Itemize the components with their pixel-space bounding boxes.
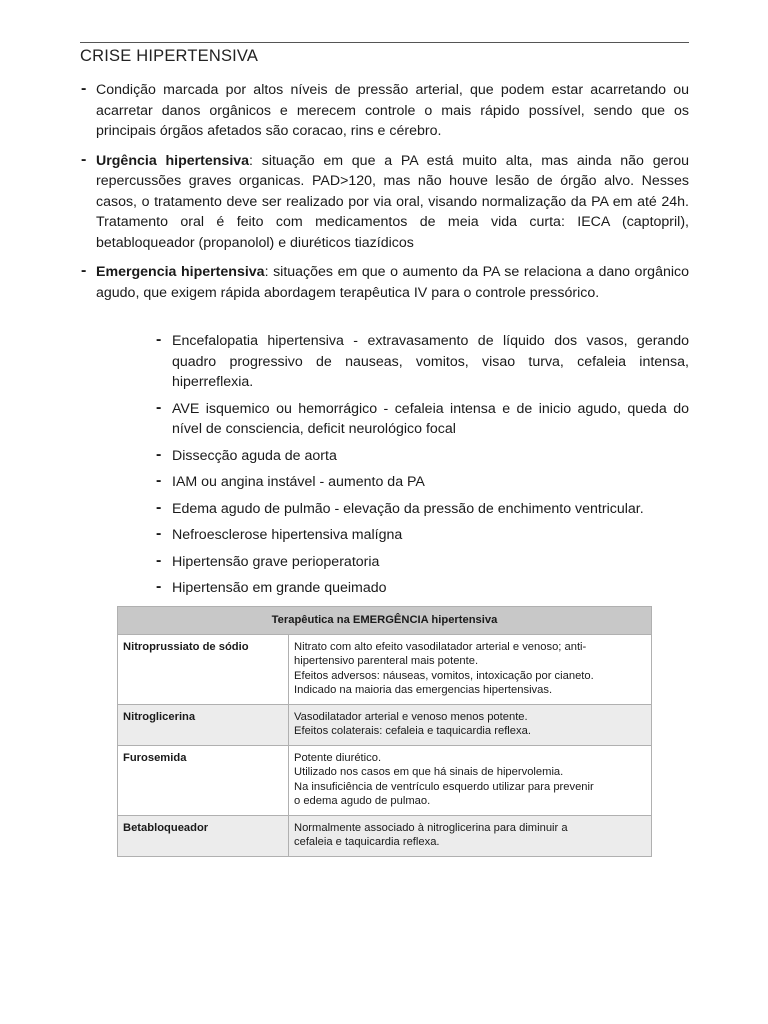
- dash-marker: -: [156, 525, 162, 542]
- page-title: CRISE HIPERTENSIVA: [80, 47, 259, 65]
- drug-name: Nitroprussiato de sódio: [118, 634, 289, 704]
- description-line: Nitrato com alto efeito vasodilatador arterial e venoso; anti-: [294, 640, 587, 653]
- table-row: [118, 745, 652, 815]
- description-line: Efeitos colaterais: cefaleia e taquicardia reflexa.: [294, 725, 531, 737]
- bullet-text: : situações em que o aumento da PA se relaciona a dano orgânico agudo, que exigem rápida abordagem terapêutica IV para o controle pressórico.: [96, 264, 689, 301]
- table-row: [118, 815, 652, 856]
- bullet-urgencia: [80, 151, 689, 254]
- description-line: Potente diurético.: [294, 751, 382, 764]
- bullet-condicao: [80, 80, 689, 142]
- description-line: o edema agudo de pulmao.: [294, 795, 431, 807]
- dash-marker: -: [156, 398, 162, 416]
- dash-marker: -: [156, 331, 162, 348]
- list-item: [156, 578, 689, 599]
- description-line: hipertensivo parenteral mais potente.: [294, 655, 479, 667]
- dash-marker: -: [156, 498, 162, 516]
- list-item-text: Hipertensão grave perioperatoria: [172, 553, 380, 570]
- drug-description: [289, 704, 652, 745]
- description-line: Na insuficiência de ventrículo esquerdo utilizar para prevenir: [294, 780, 594, 793]
- list-item: [156, 331, 689, 393]
- description-line: Indicado na maioria das emergencias hipertensivas.: [294, 684, 553, 696]
- table-row: [118, 634, 652, 704]
- bullet-term: Urgência hipertensiva: [96, 152, 250, 169]
- main-bullet-list: [80, 80, 689, 312]
- description-line: cefaleia e taquicardia reflexa.: [294, 836, 440, 848]
- dash-marker: -: [156, 472, 162, 489]
- list-item: [156, 525, 689, 546]
- drug-description: [289, 745, 652, 815]
- bullet-term: Emergencia hipertensiva: [96, 264, 265, 280]
- bullet-emergencia: [80, 262, 689, 303]
- drug-description: [289, 634, 652, 704]
- list-item: [156, 499, 689, 520]
- therapy-table: [117, 606, 652, 857]
- list-item-text: AVE isquemico ou hemorrágico - cefaleia intensa e de inicio agudo, queda do nível de consciencia, deficit neurológico focal: [172, 400, 689, 437]
- bullet-text: Condição marcada por altos níveis de pressão arterial, que podem estar acarretando ou acarretar danos orgânicos e merecem controle o mais rápido possível, sendo que os principais órgãos afetados são coracao, rins e cérebro.: [96, 82, 689, 139]
- list-item-text: Nefroesclerose hipertensiva malígna: [172, 527, 403, 543]
- list-item: [156, 446, 689, 467]
- list-item-text: Dissecção aguda de aorta: [172, 447, 337, 464]
- dash-marker: -: [81, 150, 87, 168]
- description-line: Efeitos adversos: náuseas, vomitos, intoxicação por cianeto.: [294, 669, 594, 682]
- list-item-text: IAM ou angina instável - aumento da PA: [172, 474, 425, 490]
- dash-marker: -: [156, 551, 162, 569]
- dash-marker: -: [81, 80, 87, 97]
- drug-description: [289, 815, 652, 856]
- dash-marker: -: [156, 445, 162, 463]
- list-item-text: Encefalopatia hipertensiva - extravasamento de líquido dos vasos, gerando quadro progressivo de nauseas, vomitos, visao turva, cefaleia intensa, hiperreflexia.: [172, 333, 689, 390]
- drug-name: Furosemida: [118, 745, 289, 815]
- description-line: Normalmente associado à nitroglicerina para diminuir a: [294, 821, 568, 834]
- dash-marker: -: [81, 262, 87, 279]
- list-item: [156, 552, 689, 573]
- description-line: Utilizado nos casos em que há sinais de hipervolemia.: [294, 766, 564, 778]
- top-rule: [80, 42, 689, 43]
- bullet-text: : situação em que a PA está muito alta, mas ainda não gerou repercussões graves organicas. PAD>120, mas não houve lesão de órgão alvo. Nesses casos, o tratamento deve ser realizado por via oral, visando normalização da PA em até 24h. Tratamento oral é feito com medicamentos de meia vida curta: IECA (captopril), betabloqueador (propanolol) e diuréticos tiazídicos: [96, 152, 689, 251]
- emergency-conditions-list: [156, 331, 689, 605]
- list-item: [156, 472, 689, 493]
- description-line: Vasodilatador arterial e venoso menos potente.: [294, 710, 528, 723]
- dash-marker: -: [156, 578, 162, 595]
- list-item-text: Hipertensão em grande queimado: [172, 580, 387, 596]
- drug-name: Nitroglicerina: [118, 704, 289, 745]
- list-item-text: Edema agudo de pulmão - elevação da pressão de enchimento ventricular.: [172, 500, 644, 517]
- table-row: [118, 704, 652, 745]
- drug-name: Betabloqueador: [118, 815, 289, 856]
- table-header: Terapêutica na EMERGÊNCIA hipertensiva: [118, 607, 652, 635]
- table-header-row: [118, 607, 652, 635]
- list-item: [156, 399, 689, 440]
